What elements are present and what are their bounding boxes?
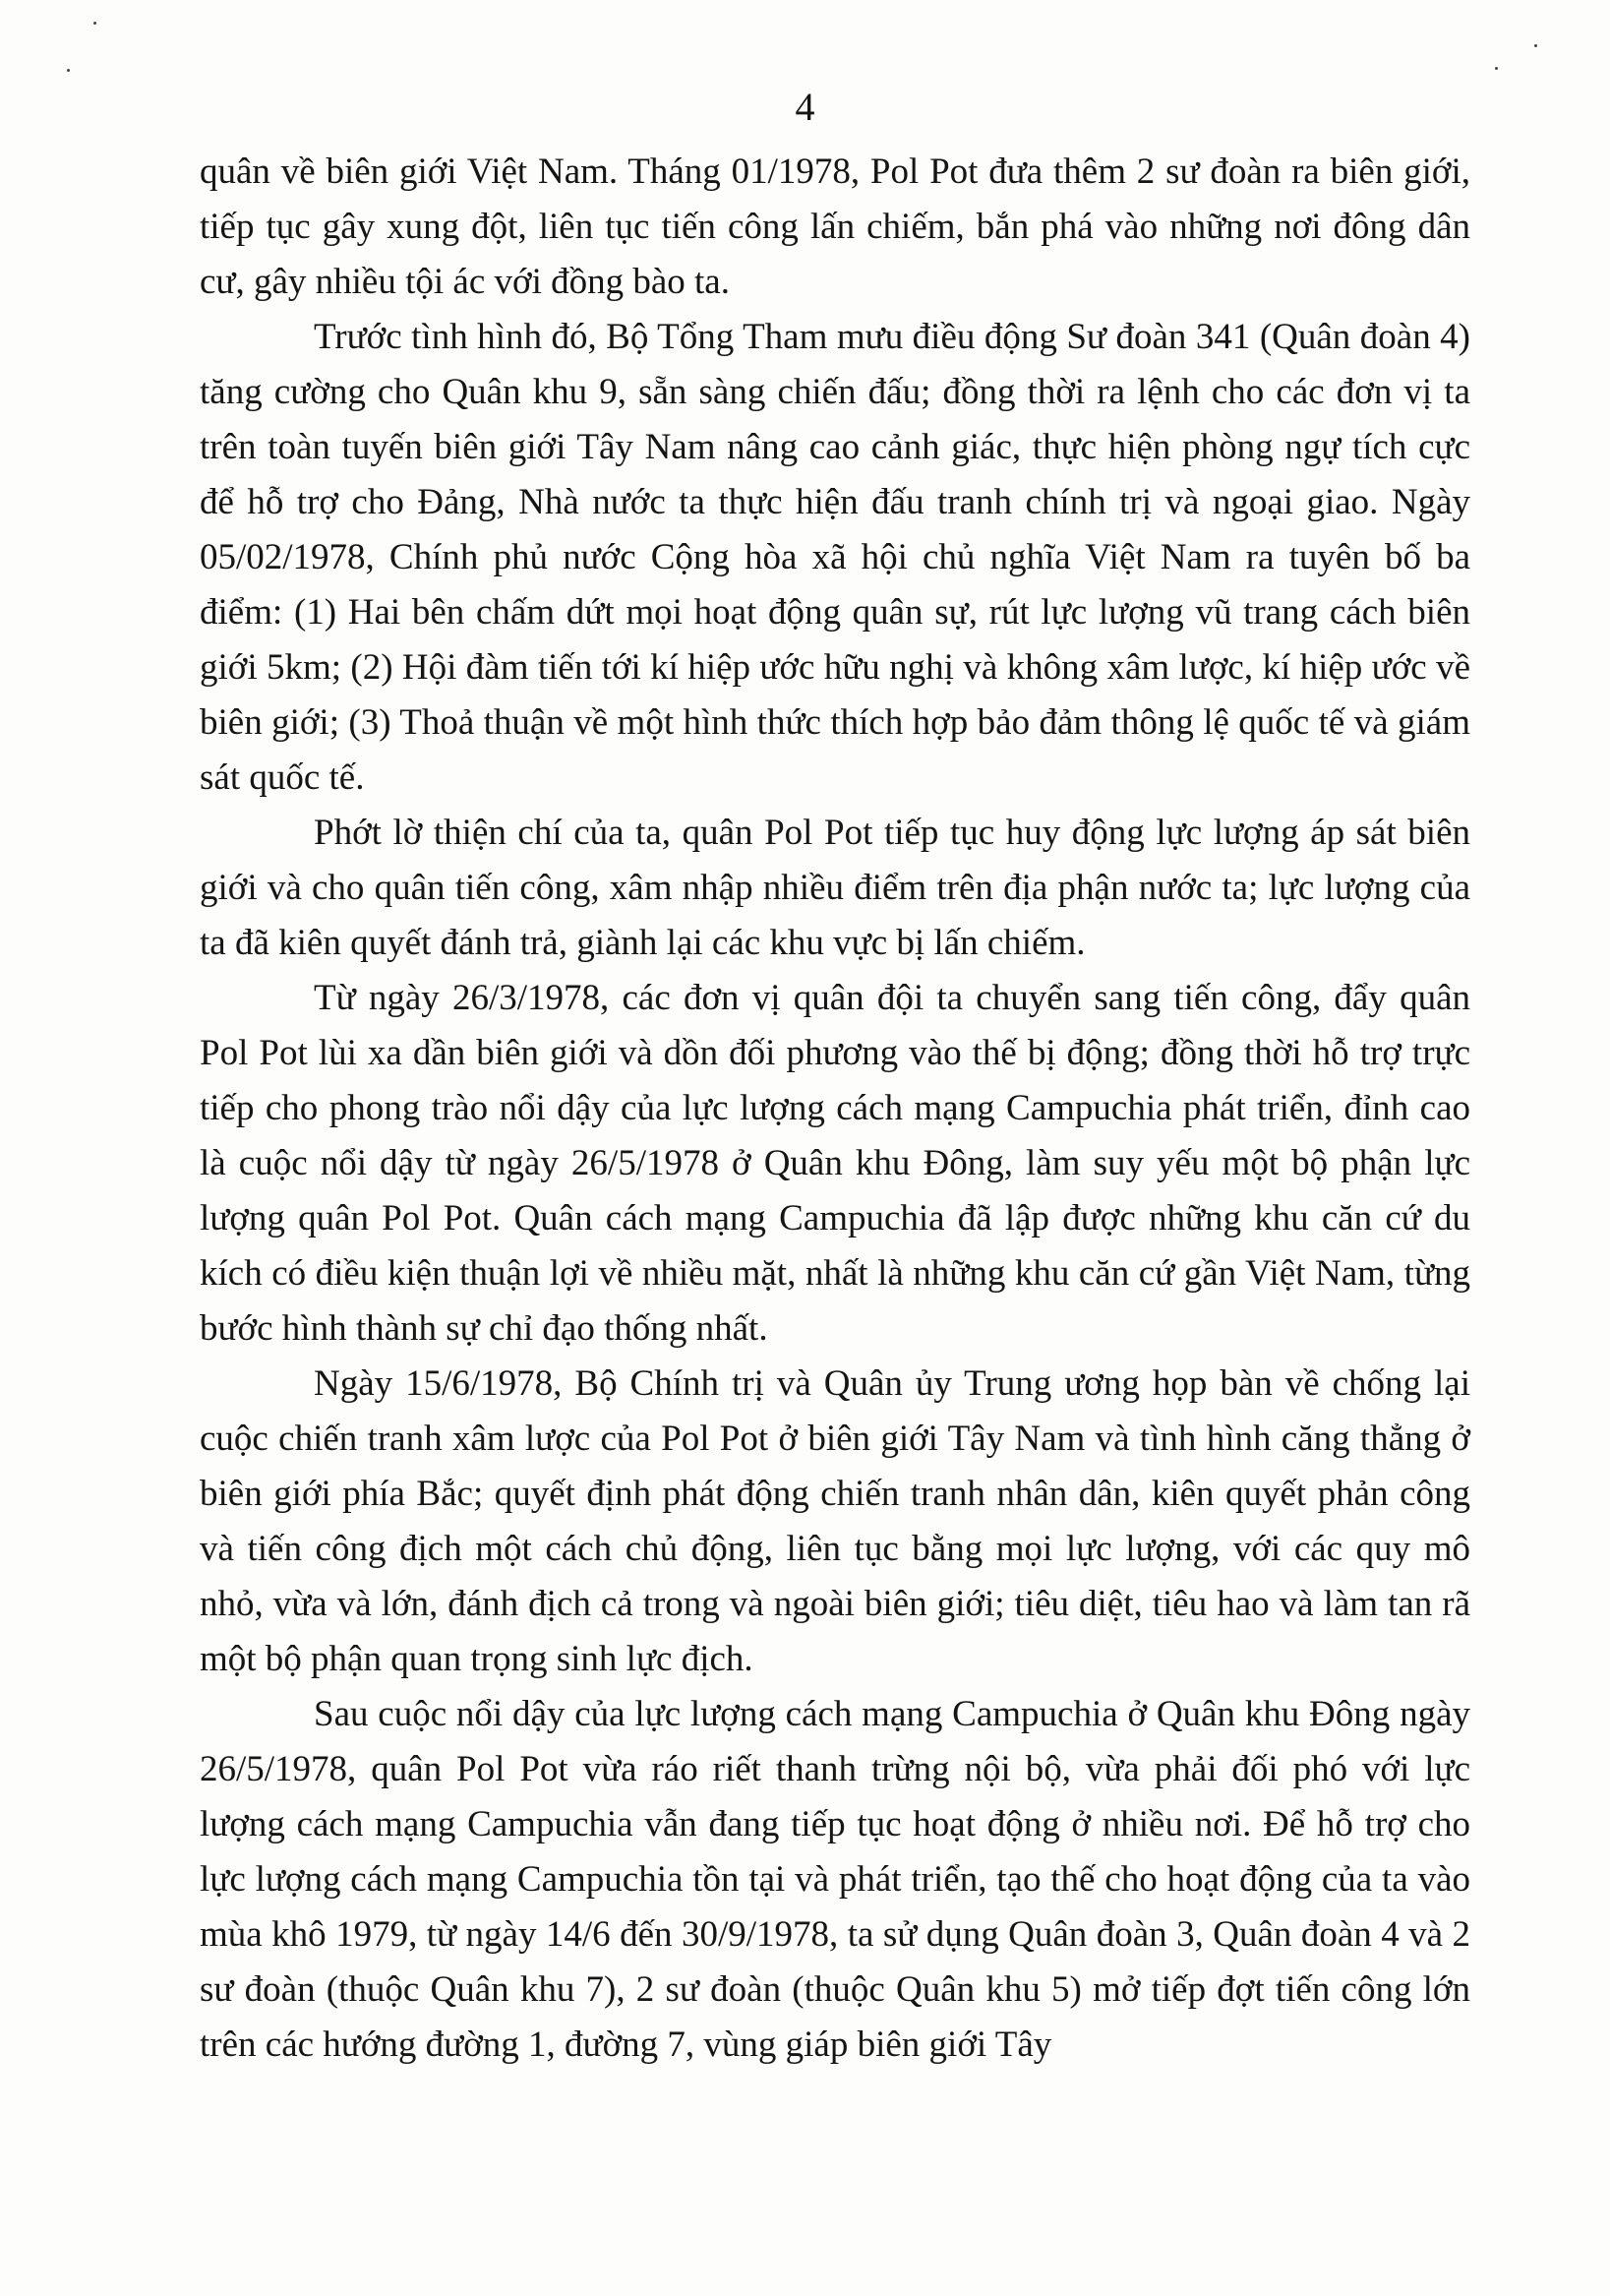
body-text — [200, 145, 1470, 2073]
paragraph: Trước tình hình đó, Bộ Tổng Tham mưu điều động Sư đoàn 341 (Quân đoàn 4) tăng cường cho Quân khu 9, sẵn sàng chiến đấu; đồng thời ra lệnh cho các đơn vị ta trên toàn tuyến biên giới Tây Nam nâng cao cảnh giác, thực hiện phòng ngự tích cực để hỗ trợ cho Đảng, Nhà nước ta thực hiện đấu tranh chính trị và ngoại giao. Ngày 05/02/1978, Chính phủ nước Cộng hòa xã hội chủ nghĩa Việt Nam ra tuyên bố ba điểm: (1) Hai bên chấm dứt mọi hoạt động quân sự, rút lực lượng vũ trang cách biên giới 5km; (2) Hội đàm tiến tới kí hiệp ước hữu nghị và không xâm lược, kí hiệp ước về biên giới; (3) Thoả thuận về một hình thức thích hợp bảo đảm thông lệ quốc tế và giám sát quốc tế. — [200, 317, 1470, 798]
paragraph-continuation: quân về biên giới Việt Nam. Tháng 01/1978, Pol Pot đưa thêm 2 sư đoàn ra biên giới, tiếp tục gây xung đột, liên tục tiến công lấn chiếm, bắn phá vào những nơi đông dân cư, gây nhiều tội ác với đồng bào ta. — [200, 151, 1470, 302]
paragraph: Phớt lờ thiện chí của ta, quân Pol Pot tiếp tục huy động lực lượng áp sát biên giới và cho quân tiến công, xâm nhập nhiều điểm trên địa phận nước ta; lực lượng của ta đã kiên quyết đánh trả, giành lại các khu vực bị lấn chiếm. — [200, 813, 1470, 963]
scan-speck — [1534, 44, 1537, 47]
scan-speck — [93, 22, 96, 25]
page-number: 4 — [795, 85, 815, 129]
paragraph: Ngày 15/6/1978, Bộ Chính trị và Quân ủy Trung ương họp bàn về chống lại cuộc chiến tranh xâm lược của Pol Pot ở biên giới Tây Nam và tình hình căng thẳng ở biên giới phía Bắc; quyết định phát động chiến tranh nhân dân, kiên quyết phản công và tiến công địch một cách chủ động, liên tục bằng mọi lực lượng, với các quy mô nhỏ, vừa và lớn, đánh địch cả trong và ngoài biên giới; tiêu diệt, tiêu hao và làm tan rã một bộ phận quan trọng sinh lực địch. — [200, 1363, 1470, 1679]
paragraph: Sau cuộc nổi dậy của lực lượng cách mạng Campuchia ở Quân khu Đông ngày 26/5/1978, quân Pol Pot vừa ráo riết thanh trừng nội bộ, vừa phải đối phó với lực lượng cách mạng Campuchia vẫn đang tiếp tục hoạt động ở nhiều nơi. Để hỗ trợ cho lực lượng cách mạng Campuchia tồn tại và phát triển, tạo thế cho hoạt động của ta vào mùa khô 1979, từ ngày 14/6 đến 30/9/1978, ta sử dụng Quân đoàn 3, Quân đoàn 4 và 2 sư đoàn (thuộc Quân khu 7), 2 sư đoàn (thuộc Quân khu 5) mở tiếp đợt tiến công lớn trên các hướng đường 1, đường 7, vùng giáp biên giới Tây — [200, 1694, 1470, 2065]
scan-speck — [1495, 67, 1498, 70]
paragraph: Từ ngày 26/3/1978, các đơn vị quân đội ta chuyển sang tiến công, đẩy quân Pol Pot lùi xa dần biên giới và dồn đối phương vào thế bị động; đồng thời hỗ trợ trực tiếp cho phong trào nổi dậy của lực lượng cách mạng Campuchia phát triển, đỉnh cao là cuộc nổi dậy từ ngày 26/5/1978 ở Quân khu Đông, làm suy yếu một bộ phận lực lượng quân Pol Pot. Quân cách mạng Campuchia đã lập được những khu căn cứ du kích có điều kiện thuận lợi về nhiều mặt, nhất là những khu căn cứ gần Việt Nam, từng bước hình thành sự chỉ đạo thống nhất. — [200, 978, 1470, 1349]
scan-speck — [67, 69, 70, 72]
